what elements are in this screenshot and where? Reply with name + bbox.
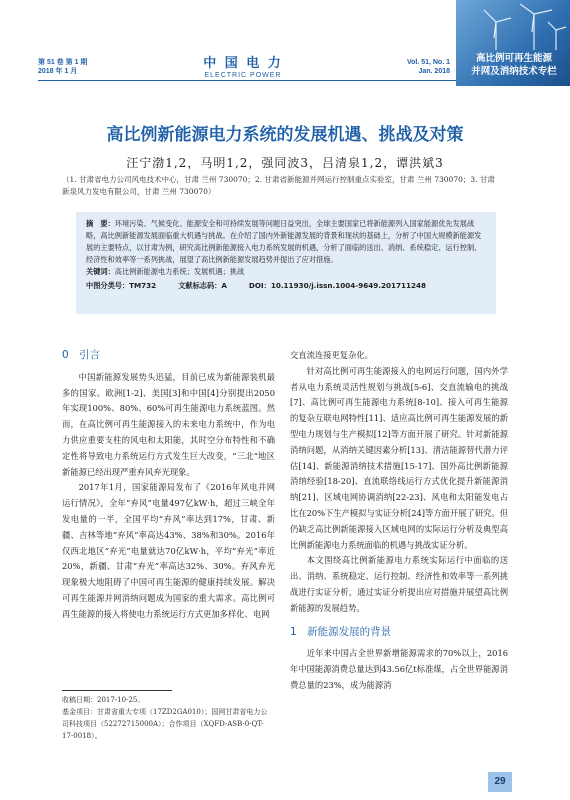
- paragraph: 交直流连接更复杂化。: [290, 350, 373, 360]
- header-volume-en: [376, 58, 450, 76]
- header-volume-cn: [38, 58, 87, 76]
- keywords-label: 关键词：: [86, 267, 115, 276]
- banner-line-1: 高比例可再生能源: [475, 53, 552, 64]
- page-number: 29: [488, 772, 512, 792]
- special-column-banner: [456, 0, 570, 86]
- paragraph: 中国新能源发展势头迅猛，目前已成为新能源装机最多的国家。欧洲[1-2]、美国[3]和中国[4]分别提出2050年实现100%、80%、60%可再生能源电力系统蓝图。然而，在高比例可再生能源接入的未来电力系统中，作为电力供应重要支柱的风电和太阳能，其时空分布特性和不确定性将导致电力系统运行方式发生巨大改变，“三北”地区新能源已经出现严重弃风弃光现象。: [62, 371, 275, 477]
- fund-info: 基金项目：甘肃省重大专项（17ZD2GA010）；国网甘肃省电力公司科技项目（52272715000A）；合作项目（XQFD-ASB-0-QT-17-0018）。: [62, 708, 268, 740]
- journal-masthead: [188, 52, 298, 79]
- paragraph: 近年来中国占全世界新增能源需求的70%以上，2016年中国能源消费总量达到43.56亿t标准煤，占全世界能源消费总量的23%，成为能源消: [290, 648, 508, 690]
- volume-cn: 第 51 卷 第 1 期: [38, 59, 88, 66]
- paragraph: 本文围绕高比例新能源电力系统实际运行中面临的送出、消纳、系统稳定、运行控制、经济性和效率等一系列挑战进行实证分析，通过实证分析提出应对措施并展望高比例新能源的发展趋势。: [290, 555, 508, 613]
- volume-en: Vol. 51, No. 1: [406, 59, 450, 66]
- section-heading-background: 1 新能源发展的背景: [290, 625, 392, 638]
- received-date: 收稿日期：2017-10-25。: [62, 696, 145, 704]
- journal-name-en: ELECTRIC POWER: [204, 72, 282, 79]
- affiliations: （1. 甘肃省电力公司风电技术中心，甘肃 兰州 730070；2. 甘肃省新能源并网运行控制重点实验室，甘肃 兰州 730070；3. 甘肃新泉风力发电有限公司，甘肃 兰州 730070）: [62, 175, 495, 196]
- author-list: 汪宁渤1,2，马明1,2，强同波3，吕清泉1,2，谭洪斌3: [126, 156, 444, 170]
- document-code: 文献标志码：A: [178, 281, 227, 290]
- footnote-rule: [62, 690, 172, 691]
- clc-number: 中图分类号：TM732: [86, 281, 157, 290]
- paragraph: 针对高比例可再生能源接入的电网运行问题，国内外学者从电力系统灵活性规划与挑战[5-6]、交直流输电的挑战[7]、高比例可再生能源电力系统[8-10]、接入可再生能源的复杂互联电网特性[11]、适应高比例可再生能源发展的新型电力规划与生产模拟[12]等方面开展了研究。针对新能源消纳问题，从消纳关键因素分析[13]、清洁能源替代潜力评估[14]、新能源消纳技术措施[15-17]、国外高比例新能源消纳经验[18-20]、直流联络线运行方式优化提升新能源消纳[21]、区域电网协调消纳[22-23]、风电和太阳能发电占比在20%下生产模拟与实证分析[24]等方面开展了研究。但仍缺乏高比例新能源接入区域电网的实际运行分析及典型高比例新能源电力系统面临的机遇与挑战实证分析。: [290, 365, 509, 550]
- right-column: [290, 348, 508, 694]
- keywords: [86, 266, 486, 278]
- paragraph: 2017年1月，国家能源局发布了《2016年风电并网运行情况》，全年“弃风”电量497亿kW·h，超过三峡全年发电量的一半，全国平均“弃风”率达到17%，甘肃、新疆、吉林等地“弃风”率高达43%、38%和30%。2016年仅西北地区“弃光”电量就达70亿kW·h，平均“弃光”率近20%，新疆、甘肃“弃光”率高达32%、30%。弃风弃光现象极大地阻碍了中国可再生能源的健康持续发展。解决可再生能源并网消纳问题成为国家的重大需求。高比例可再生能源的接入将使电力系统运行方式更加多样化、电网: [62, 482, 275, 619]
- banner-title: [460, 52, 568, 78]
- abstract-label: 摘 要：: [86, 219, 115, 228]
- doi: DOI：10.11930/j.issn.1004-9649.201711248: [248, 281, 426, 290]
- abstract-text: 环境污染、气候变化、能源安全和可持续发展等问题日益突出，全球主要国家已将新能源列入国家能源优先发展战略，高比例新能源发展面临重大机遇与挑战。在介绍了国内外新能源发展的背景和现状的基础上，分析了中国大规模新能源发展的主要特点，以甘肃为例，研究高比例新能源接入电力系统发展的机遇，分析了面临的送出、消纳、系统稳定、运行控制、经济性和效率等一系列挑战，展望了高比例新能源发展趋势并提出了应对措施。: [86, 219, 482, 264]
- left-column: [62, 348, 275, 623]
- abstract-box: [76, 212, 496, 314]
- banner-line-2: 并网及消纳技术专栏: [471, 66, 557, 77]
- journal-name-cn: 中 国 电 力: [203, 56, 283, 71]
- article-meta: [86, 280, 486, 292]
- footnote: [62, 694, 272, 742]
- section-heading-intro: 0 引言: [62, 349, 101, 361]
- date-cn: 2018 年 1 月: [38, 68, 78, 75]
- abstract: [86, 218, 486, 266]
- keywords-text: 高比例新能源电力系统；发展机遇；挑战: [114, 267, 245, 276]
- date-en: Jan. 2018: [418, 68, 450, 75]
- header-rule: [38, 80, 456, 81]
- paper-title: 高比例新能源电力系统的发展机遇、挑战及对策: [106, 125, 464, 145]
